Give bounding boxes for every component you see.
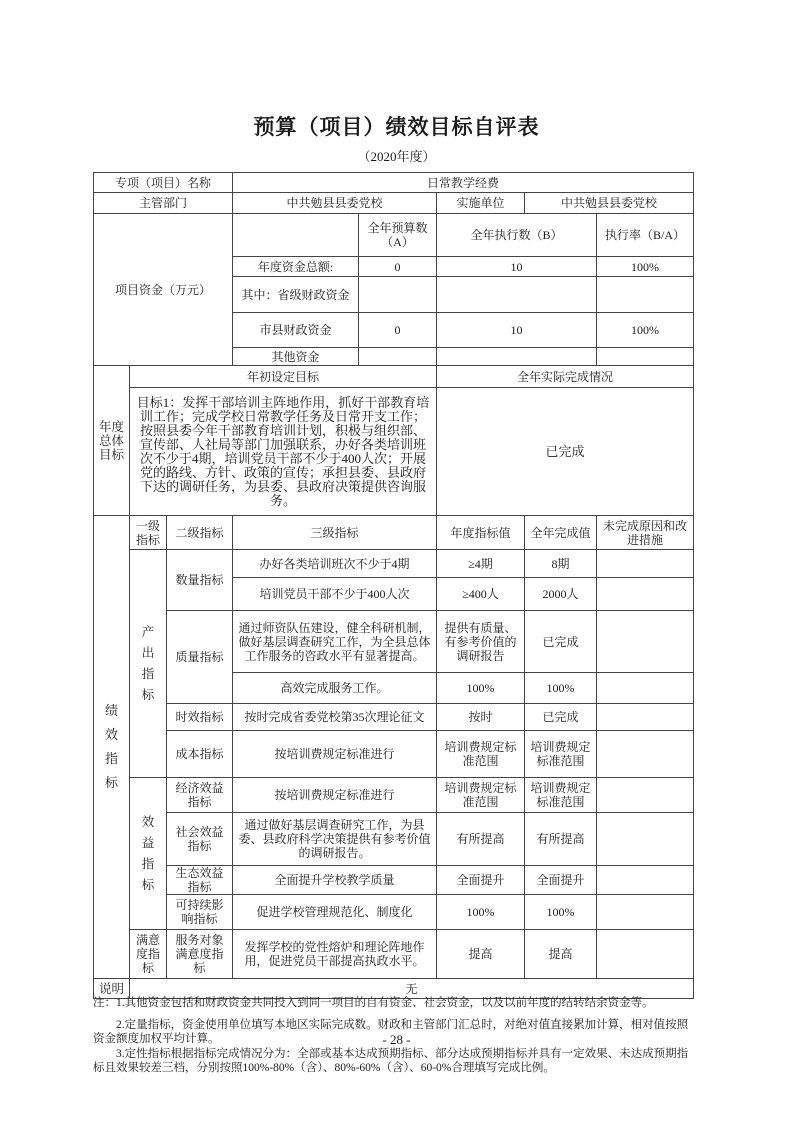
subcategory-timeliness: 时效指标	[167, 704, 233, 731]
level3-header: 三级指标	[233, 516, 437, 550]
subcategory-service-satisfaction: 服务对象满意度指标	[167, 930, 233, 979]
department-row	[94, 193, 694, 214]
remarks-value: 无	[130, 979, 694, 999]
indicator-reason	[597, 895, 694, 930]
page-number: - 28 -	[382, 1032, 411, 1047]
indicator-actual: 100%	[525, 895, 597, 930]
funds-row-label: 市县财政资金	[233, 313, 359, 348]
remarks-label: 说明	[94, 979, 130, 999]
performance-indicators-label	[94, 516, 130, 979]
execution-rate-header: 执行率（B/A）	[597, 214, 694, 257]
indicator-target: ≥4期	[437, 550, 525, 578]
funds-row-budget	[359, 348, 437, 366]
funds-item-header	[233, 214, 359, 257]
footnote-2: 2.定量指标，资金使用单位填写本地区实际完成数。财政和主管部门汇总时，对绝对值直接累加计算，相对值按照资金额度加权平均计算。	[93, 1019, 689, 1045]
indicator-name: 办好各类培训班次不少于4期	[233, 550, 437, 578]
funds-row-executed	[437, 348, 597, 366]
funds-row-executed	[437, 277, 597, 313]
subcategory-economic: 经济效益指标	[167, 778, 233, 813]
indicator-reason	[597, 578, 694, 611]
indicator-row	[94, 813, 694, 866]
indicator-reason	[597, 550, 694, 578]
implementing-unit-label: 实施单位	[437, 193, 525, 214]
funds-row-executed: 10	[437, 257, 597, 277]
category-output-text: 产出指标	[141, 624, 155, 702]
indicator-actual: 全面提升	[525, 866, 597, 895]
funds-row-label: 其中：省级财政资金	[233, 277, 359, 313]
indicator-target: 培训费规定标准范围	[437, 731, 525, 778]
indicator-target: 按时	[437, 704, 525, 731]
indicator-target: 提供有质量、有参考价值的调研报告	[437, 611, 525, 673]
implementing-unit-value: 中共勉县县委党校	[525, 193, 694, 214]
performance-header-row	[94, 516, 694, 550]
project-funds-label: 项目资金（万元）	[94, 214, 233, 366]
funds-row-budget	[359, 277, 437, 313]
category-benefit-text: 效益指标	[141, 814, 155, 892]
category-benefit	[130, 778, 167, 930]
indicator-row	[94, 550, 694, 578]
actual-completion-text: 已完成	[437, 388, 694, 516]
indicator-target: 培训费规定标准范围	[437, 778, 525, 813]
level1-header: 一级指标	[130, 516, 167, 550]
funds-row-executed: 10	[437, 313, 597, 348]
indicator-name: 高效完成服务工作。	[233, 673, 437, 704]
indicator-reason	[597, 704, 694, 731]
document-subtitle: （2020年度）	[357, 149, 436, 164]
self-evaluation-table	[93, 172, 694, 999]
indicator-target: 提高	[437, 930, 525, 979]
indicator-name: 发挥学校的党性熔炉和理论阵地作用，促进党员干部提高执政水平。	[233, 930, 437, 979]
indicator-reason	[597, 930, 694, 979]
indicator-reason	[597, 611, 694, 673]
indicator-reason	[597, 731, 694, 778]
funds-row-label: 年度资金总额:	[233, 257, 359, 277]
document-title: 预算（项目）绩效目标自评表	[253, 115, 540, 139]
indicator-row	[94, 731, 694, 778]
indicator-actual: 培训费规定标准范围	[525, 778, 597, 813]
subcategory-ecological: 生态效益指标	[167, 866, 233, 895]
reason-header: 未完成原因和改进措施	[597, 516, 694, 550]
indicator-name: 促进学校管理规范化、制度化	[233, 895, 437, 930]
indicator-reason	[597, 673, 694, 704]
indicator-actual: 2000人	[525, 578, 597, 611]
executed-header: 全年执行数（B）	[437, 214, 597, 257]
indicator-actual: 培训费规定标准范围	[525, 731, 597, 778]
indicator-name: 通过做好基层调查研究工作，为县委、县政府科学决策提供有参考价值的调研报告。	[233, 813, 437, 866]
footnote-3: 3.定性指标根据指标完成情况分为：全部或基本达成预期指标、部分达成预期指标并具有一定效果、未达成预期指标且效果较差三档，分别按照100%-80%（含）、80%-60%（含）、60-0%合理填写完成比例。	[93, 1048, 689, 1074]
funds-row-rate	[597, 348, 694, 366]
indicator-row	[94, 866, 694, 895]
funds-row-label: 其他资金	[233, 348, 359, 366]
indicator-actual: 8期	[525, 550, 597, 578]
indicator-name: 培训党员干部不少于400人次	[233, 578, 437, 611]
indicator-target: ≥400人	[437, 578, 525, 611]
indicator-reason	[597, 866, 694, 895]
indicator-row	[94, 895, 694, 930]
supervising-dept-label: 主管部门	[94, 193, 233, 214]
indicator-actual: 已完成	[525, 611, 597, 673]
indicator-row	[94, 704, 694, 731]
indicator-target: 100%	[437, 895, 525, 930]
indicator-reason	[597, 813, 694, 866]
indicator-actual: 有所提高	[525, 813, 597, 866]
target-header: 年度指标值	[437, 516, 525, 550]
performance-indicators-text: 绩效指标	[104, 703, 118, 790]
indicator-name: 按培训费规定标准进行	[233, 778, 437, 813]
funds-row-budget: 0	[359, 313, 437, 348]
funds-row-rate	[597, 277, 694, 313]
footnote-1	[93, 996, 693, 1010]
indicator-actual: 100%	[525, 673, 597, 704]
category-satisfaction: 满意度指标	[130, 930, 167, 979]
initial-goals-text: 目标1：发挥干部培训主阵地作用，抓好干部教育培训工作；完成学校日常教学任务及日常开支工作；按照县委今年干部教育培训计划，积极与组织部、宣传部、人社局等部门加强联系，办好各类培训班次不少于4期，培训党员干部不少于400人次；开展党的路线、方针、政策的宣传；承担县委、县政府下达的调研任务，为县委、县政府决策提供咨询服务。	[130, 388, 437, 516]
level2-header: 二级指标	[167, 516, 233, 550]
project-name-value: 日常教学经费	[233, 173, 694, 193]
subcategory-social: 社会效益指标	[167, 813, 233, 866]
indicator-row	[94, 611, 694, 673]
indicator-row	[94, 778, 694, 813]
subcategory-quality: 质量指标	[167, 611, 233, 704]
annual-goals-label: 年度总体目标	[94, 366, 130, 516]
budget-header	[359, 214, 437, 257]
funds-row-budget: 0	[359, 257, 437, 277]
funds-row-rate: 100%	[597, 313, 694, 348]
footnote-1-text: 1.其他资金包括和财政资金共同投入到同一项目的自有资金、社会资金，以及以前年度的结转结余资金等。	[116, 997, 654, 1009]
indicator-reason	[597, 778, 694, 813]
actual-header: 全年完成值	[525, 516, 597, 550]
funds-header-row	[94, 214, 694, 257]
indicator-name: 按培训费规定标准进行	[233, 731, 437, 778]
actual-completion-header: 全年实际完成情况	[437, 366, 694, 388]
subcategory-quantity: 数量指标	[167, 550, 233, 611]
goals-header-row	[94, 366, 694, 388]
indicator-name: 全面提升学校教学质量	[233, 866, 437, 895]
budget-header-line1: 全年预算数	[367, 221, 428, 235]
indicator-row	[94, 930, 694, 979]
indicator-target: 100%	[437, 673, 525, 704]
indicator-name: 通过师资队伍建设，健全科研机制，做好基层调查研究工作，为全县总体工作服务的咨政水平有显著提高。	[233, 611, 437, 673]
indicator-actual: 提高	[525, 930, 597, 979]
footnote-prefix: 注：	[93, 997, 116, 1009]
indicator-target: 全面提升	[437, 866, 525, 895]
indicator-target: 有所提高	[437, 813, 525, 866]
subcategory-sustainable: 可持续影响指标	[167, 895, 233, 930]
budget-header-line2: （A）	[381, 235, 414, 249]
project-name-row	[94, 173, 694, 193]
goals-content-row	[94, 388, 694, 516]
project-name-label: 专项（项目）名称	[94, 173, 233, 193]
indicator-actual: 已完成	[525, 704, 597, 731]
category-output	[130, 550, 167, 778]
indicator-name: 按时完成省委党校第35次理论征文	[233, 704, 437, 731]
subcategory-cost: 成本指标	[167, 731, 233, 778]
funds-row-rate: 100%	[597, 257, 694, 277]
initial-goals-header: 年初设定目标	[130, 366, 437, 388]
supervising-dept-value: 中共勉县县委党校	[233, 193, 437, 214]
